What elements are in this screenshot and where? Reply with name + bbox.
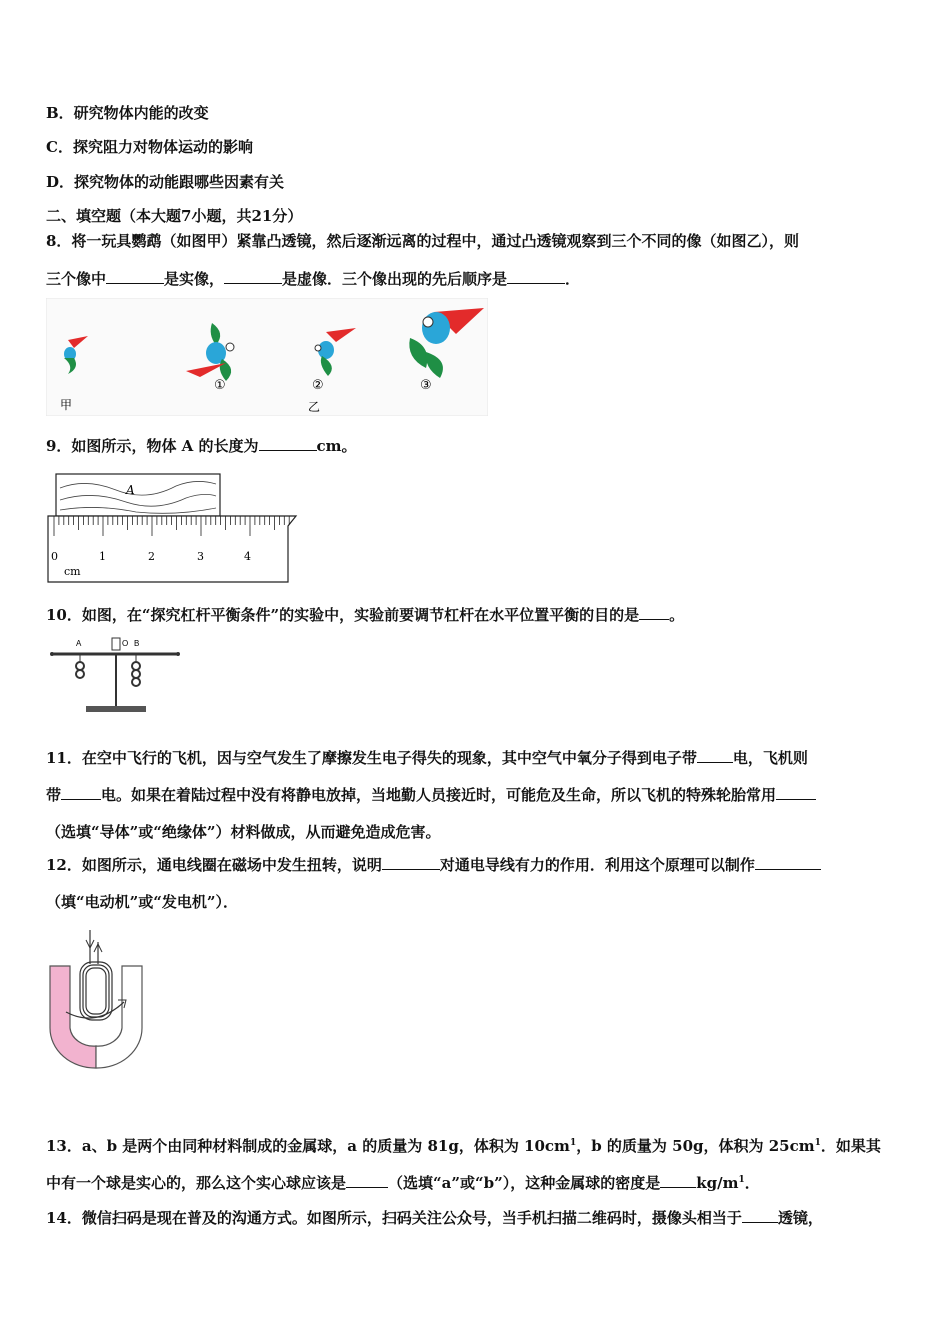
q10-text-b: 。: [669, 606, 685, 624]
q13-line2: [46, 1172, 760, 1193]
magnet-right-pole: [96, 966, 142, 1068]
q10-lever-figure: [46, 632, 186, 716]
q12-text-b: 对通电导线有力的作用．利用这个原理可以制作: [439, 856, 755, 874]
q12-magnet-coil-figure: [46, 928, 146, 1070]
q14-text-b: 透镜，: [777, 1209, 823, 1227]
q8-text-b: 是实像，: [164, 270, 225, 288]
q8-blank-2[interactable]: [224, 269, 282, 284]
label-1: ①: [214, 378, 226, 393]
q14-line: [46, 1207, 823, 1228]
q13-sup-2: 1: [814, 1138, 821, 1148]
q13-line1: [46, 1135, 881, 1156]
q11-text-d: 电。如果在着陆过程中没有将静电放掉，当地勤人员接近时，可能危及生命，所以飞机的特殊轮胎常用: [101, 786, 777, 804]
object-a-label: A: [126, 483, 135, 497]
q12-line1: [46, 854, 821, 875]
q8-text-a: 三个像中: [46, 270, 107, 288]
section-heading: 二、填空题（本大题7小题，共21分）: [46, 207, 303, 225]
q14-blank[interactable]: [742, 1208, 778, 1223]
q10-line: [46, 604, 684, 625]
q13-text-g: ．: [744, 1174, 760, 1192]
tick-label-2: 2: [148, 550, 155, 563]
q13-text-c: ．如果其: [820, 1137, 881, 1155]
option-d: D．探究物体的动能跟哪些因素有关: [46, 173, 285, 191]
q8-blank-1[interactable]: [106, 269, 164, 284]
q12-text-a: 12．如图所示，通电线圈在磁场中发生扭转，说明: [46, 856, 382, 874]
q12-blank-2[interactable]: [755, 855, 821, 870]
tick-label-1: 1: [99, 550, 106, 563]
label-3: ③: [420, 378, 432, 393]
label-yi: 乙: [308, 400, 321, 414]
q12-blank-1[interactable]: [382, 855, 440, 870]
q9-line: [46, 435, 357, 456]
q14-text-a: 14．微信扫码是现在普及的沟通方式。如图所示，扫码关注公众号，当手机扫描二维码时，摄像头相当于: [46, 1209, 742, 1227]
option-c: C．探究阻力对物体运动的影响: [46, 138, 253, 156]
q13-blank-2[interactable]: [660, 1173, 696, 1188]
q13-blank-1[interactable]: [346, 1173, 388, 1188]
q13-text-b: ，b 的质量为 50g，体积为 25cm: [576, 1137, 815, 1155]
ruler-body: [48, 516, 296, 582]
q9-text-a: 9．如图所示，物体 A 的长度为: [46, 437, 259, 455]
q13-text-f: kg/m: [696, 1174, 739, 1192]
q8-text-c: 是虚像．三个像出现的先后顺序是: [282, 270, 508, 288]
q8-blank-3[interactable]: [507, 269, 565, 284]
q13-sup-3: 1: [738, 1175, 745, 1185]
q11-text-c: 带: [46, 786, 62, 804]
magnet-left-pole: [50, 966, 96, 1068]
label-jia: 甲: [60, 398, 73, 412]
q11-blank-3[interactable]: [776, 785, 816, 800]
q10-text-a: 10．如图，在“探究杠杆平衡条件”的实验中，实验前要调节杠杆在水平位置平衡的目的是: [46, 606, 640, 624]
q13-sup-1: 1: [569, 1138, 577, 1148]
lever-label-a: A: [76, 639, 82, 648]
q11-blank-2[interactable]: [61, 785, 101, 800]
tick-label-0: 0: [51, 550, 58, 563]
q11-text-a: 11．在空中飞行的飞机，因与空气发生了摩擦发生电子得失的现象，其中空气中氧分子得到电子带: [46, 749, 697, 767]
q9-text-b: cm。: [316, 437, 357, 455]
q10-blank[interactable]: [639, 605, 669, 620]
q9-blank[interactable]: [259, 436, 317, 451]
q13-text-a: 13．a、b 是两个由同种材料制成的金属球，a 的质量为 81g，体积为 10cm: [46, 1137, 570, 1155]
label-2: ②: [312, 378, 324, 393]
lever-label-o: O: [122, 639, 129, 648]
q11-line2: [46, 784, 816, 805]
q8-line2: [46, 268, 580, 289]
q11-line1: [46, 747, 808, 768]
q13-text-d: 中有一个球是实心的，那么这个实心球应该是: [46, 1174, 347, 1192]
q12-line2: （填“电动机”或“发电机”）．: [46, 893, 239, 911]
q8-text-d: ．: [565, 270, 581, 288]
tick-label-3: 3: [197, 550, 204, 563]
q9-ruler-figure: [46, 468, 300, 586]
q13-text-e: （选填“a”或“b”），这种金属球的密度是: [388, 1174, 661, 1192]
unit-label: cm: [64, 565, 81, 578]
q11-line3: （选填“导体”或“绝缘体”）材料做成，从而避免造成危害。: [46, 823, 441, 841]
tick-label-4: 4: [244, 550, 251, 563]
q11-text-b: 电，飞机则: [732, 749, 808, 767]
q8-parrot-figure: [46, 298, 488, 416]
option-b: B．研究物体内能的改变: [46, 104, 209, 122]
q8-line1: 8．将一玩具鹦鹉（如图甲）紧靠凸透镜，然后逐渐远离的过程中，通过凸透镜观察到三个不同的像（如图乙），则: [46, 232, 799, 250]
lever-label-b: B: [134, 639, 140, 648]
q11-blank-1[interactable]: [697, 748, 733, 763]
